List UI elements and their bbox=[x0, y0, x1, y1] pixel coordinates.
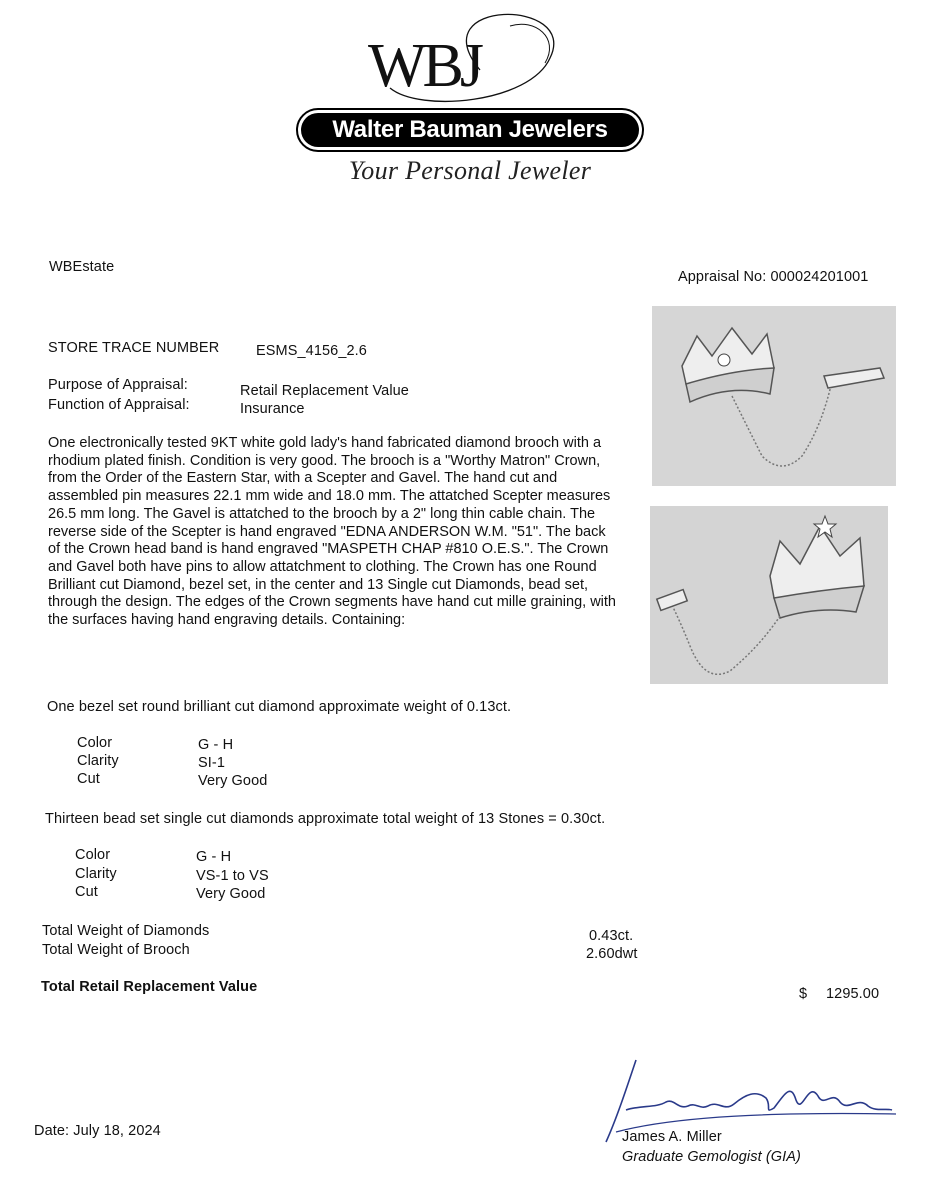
trace-label: STORE TRACE NUMBER bbox=[48, 340, 220, 356]
logo-wordmark bbox=[296, 108, 644, 152]
function-label: Function of Appraisal: bbox=[48, 397, 190, 413]
logo-wordmark-text: Walter Bauman Jewelers bbox=[301, 113, 639, 147]
item-description: One electronically tested 9KT white gold lady's hand fabricated diamond brooch with a rhodium plated finish. Condition is very good. The brooch is a "Worthy Matron" Crown, from the Order of the Eastern Star, with a Scepter and Gavel. The hand cut and assembled pin measures 22.1 mm wide and 18.0 mm. The attatched Scepter measures 26.5 mm long. The Gavel is attatched to the brooch by a 2" long thin cable chain. The reverse side of the Scepter is hand engraved "EDNA ANDERSON W.M. "51". The back of the Crown head band is hand engraved "MASPETH CHAP #810 O.E.S.". The Crown and Gavel both have pins to allow attatchment to clothing. The Crown has one Round Brilliant cut Diamond, bezel set, in the center and 13 Single cut Diamonds, bead set, through the design. The edges of the Crown segments have hand cut mille graining, with the surfaces having hand engraving details. Containing: bbox=[48, 435, 616, 629]
logo-monogram bbox=[360, 8, 590, 118]
total-diamonds-value: 0.43ct. bbox=[589, 928, 634, 944]
diamond1-color-label: Color bbox=[77, 735, 113, 751]
appraisal-number: Appraisal No: 000024201001 bbox=[678, 269, 869, 285]
diamond2-cut-value: Very Good bbox=[196, 886, 266, 902]
diamond1-cut-label: Cut bbox=[77, 771, 100, 787]
retail-currency: $ bbox=[799, 986, 808, 1002]
diamond2-color-value: G - H bbox=[196, 849, 232, 865]
svg-text:WBJ: WBJ bbox=[368, 32, 480, 100]
retail-value-label: Total Retail Replacement Value bbox=[41, 979, 258, 995]
total-brooch-label: Total Weight of Brooch bbox=[42, 942, 190, 958]
brooch-photo-front bbox=[652, 306, 896, 486]
diamond1-clarity-label: Clarity bbox=[77, 753, 119, 769]
store-id: WBEstate bbox=[49, 259, 115, 275]
diamond1-color-value: G - H bbox=[198, 737, 234, 753]
diamond2-color-label: Color bbox=[75, 847, 111, 863]
diamond2-clarity-label: Clarity bbox=[75, 866, 117, 882]
total-diamonds-label: Total Weight of Diamonds bbox=[42, 923, 210, 939]
tagline: Your Personal Jeweler bbox=[348, 156, 592, 185]
total-brooch-value: 2.60dwt bbox=[586, 946, 638, 962]
retail-value: 1295.00 bbox=[826, 986, 880, 1002]
purpose-value: Retail Replacement Value bbox=[240, 383, 409, 399]
diamond1-summary: One bezel set round brilliant cut diamond approximate weight of 0.13ct. bbox=[47, 699, 512, 715]
signer-title: Graduate Gemologist (GIA) bbox=[622, 1149, 801, 1165]
trace-value: ESMS_4156_2.6 bbox=[256, 343, 367, 359]
diamond1-clarity-value: SI-1 bbox=[198, 755, 225, 771]
appraisal-date: Date: July 18, 2024 bbox=[34, 1123, 161, 1139]
diamond2-clarity-value: VS-1 to VS bbox=[196, 868, 269, 884]
purpose-label: Purpose of Appraisal: bbox=[48, 377, 188, 393]
brooch-photo-reverse bbox=[650, 506, 888, 684]
diamond2-summary: Thirteen bead set single cut diamonds approximate total weight of 13 Stones = 0.30ct. bbox=[45, 811, 606, 827]
diamond1-cut-value: Very Good bbox=[198, 773, 268, 789]
function-value: Insurance bbox=[240, 401, 305, 417]
signer-name: James A. Miller bbox=[622, 1129, 722, 1145]
diamond2-cut-label: Cut bbox=[75, 884, 98, 900]
